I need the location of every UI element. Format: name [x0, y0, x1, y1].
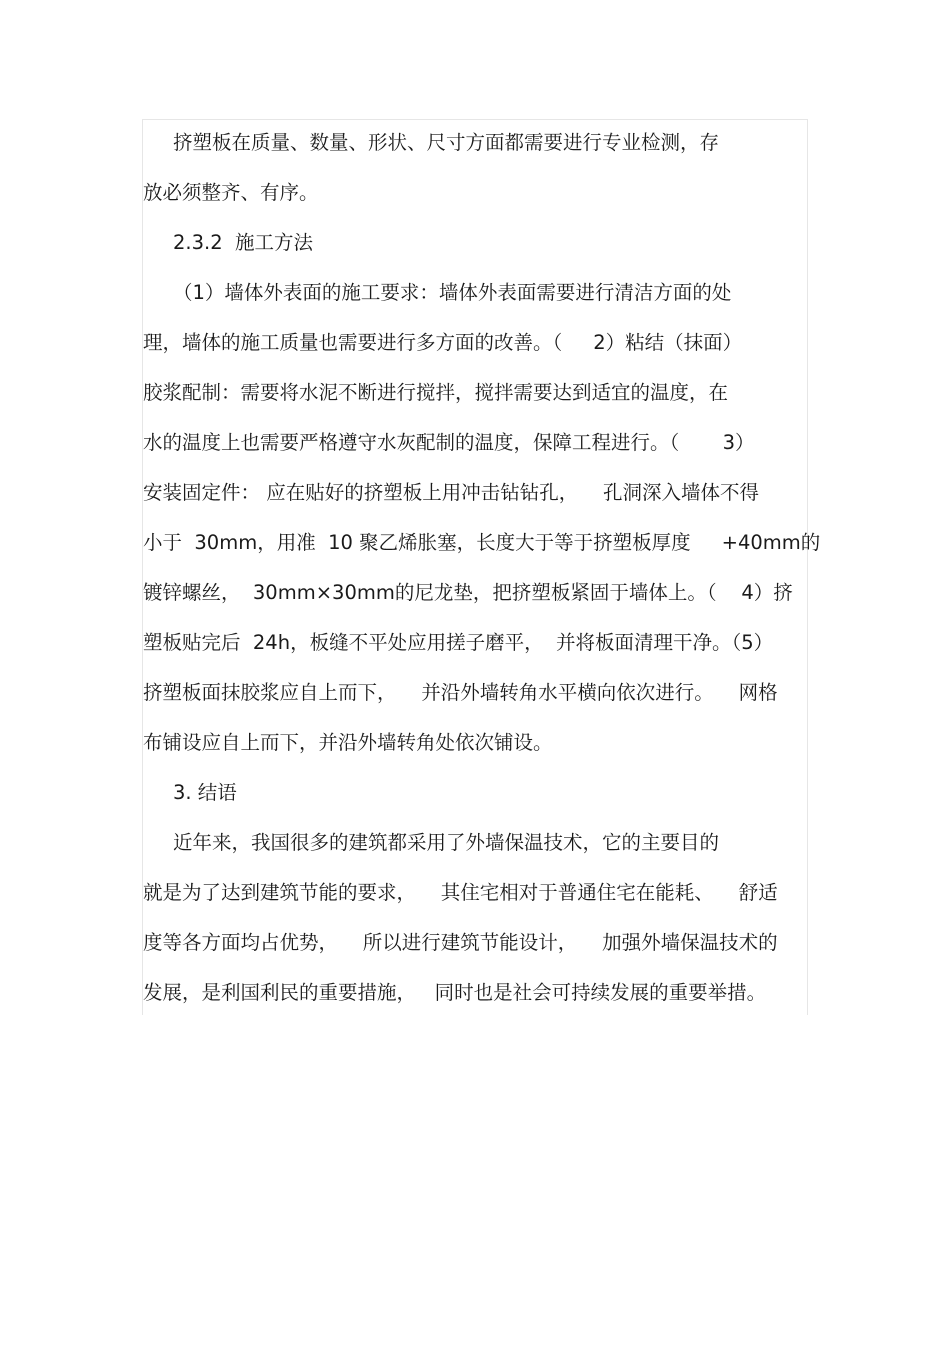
section-heading: 3. 结语 — [173, 781, 237, 804]
text-line: 胶浆配制：需要将水泥不断进行搅拌，搅拌需要达到适宜的温度，在 — [143, 381, 729, 404]
text-line: 度等各方面均占优势， 所以进行建筑节能设计， 加强外墙保温技术的 — [143, 931, 778, 954]
text-line: 就是为了达到建筑节能的要求， 其住宅相对于普通住宅在能耗、 舒适 — [143, 881, 778, 904]
text-line: 挤塑板在质量、数量、形状、尺寸方面都需要进行专业检测，存 — [173, 131, 720, 154]
section-heading: 2.3.2 施工方法 — [173, 231, 314, 254]
text-line: 挤塑板面抹胶浆应自上而下， 并沿外墙转角水平横向依次进行。 网格 — [143, 681, 778, 704]
text-line: 发展，是利国利民的重要措施， 同时也是社会可持续发展的重要举措。 — [143, 981, 767, 1004]
text-line: （1）墙体外表面的施工要求：墙体外表面需要进行清洁方面的处 — [173, 281, 732, 304]
text-line: 镀锌螺丝， 30mm×30mm的尼龙垫，把挤塑板紧固于墙体上。（ 4）挤 — [143, 581, 793, 604]
text-line: 小于 30mm，用准 10 聚乙烯胀塞，长度大于等于挤塑板厚度 +40mm的 — [143, 531, 821, 554]
text-line: 安装固定件： 应在贴好的挤塑板上用冲击钻钻孔， 孔洞深入墙体不得 — [143, 481, 759, 504]
text-line: 塑板贴完后 24h，板缝不平处应用搓子磨平， 并将板面清理干净。（5） — [143, 631, 774, 654]
text-line: 近年来，我国很多的建筑都采用了外墙保温技术，它的主要目的 — [173, 831, 720, 854]
text-line: 理，墙体的施工质量也需要进行多方面的改善。（ 2）粘结（抹面） — [143, 331, 743, 354]
text-line: 布铺设应自上而下，并沿外墙转角处依次铺设。 — [143, 731, 553, 754]
text-line: 放必须整齐、有序。 — [143, 181, 319, 204]
text-line: 水的温度上也需要严格遵守水灰配制的温度，保障工程进行。（ 3） — [143, 431, 755, 454]
